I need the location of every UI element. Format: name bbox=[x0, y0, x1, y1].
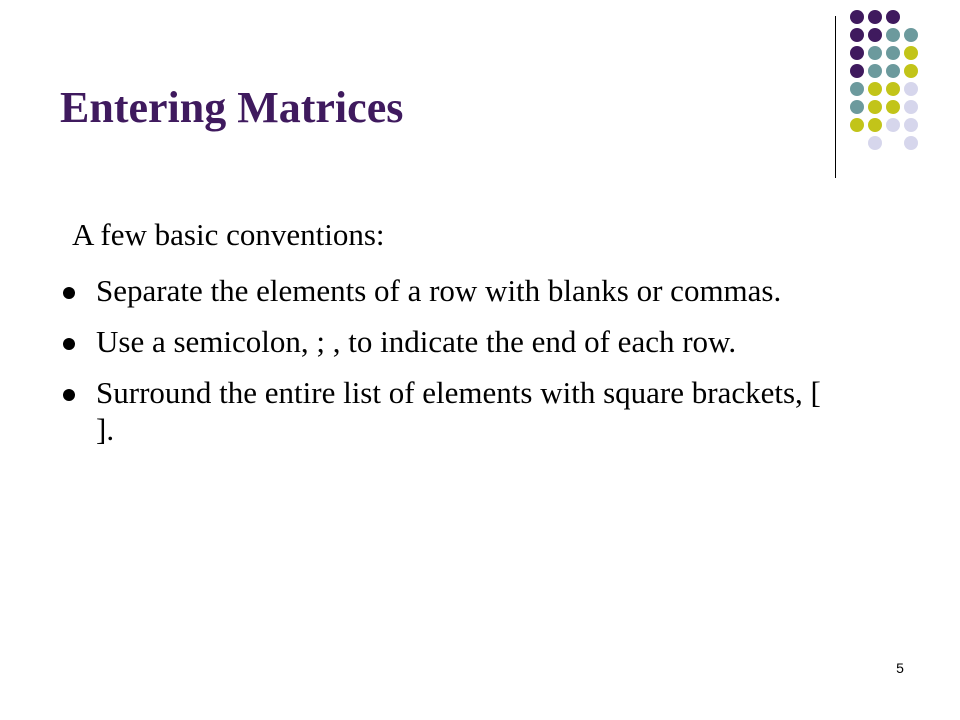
bullet-item bbox=[60, 374, 840, 448]
dot-teal-icon bbox=[868, 64, 882, 78]
dot-lime-icon bbox=[886, 100, 900, 114]
dot-purple-icon bbox=[886, 10, 900, 24]
bullet-item bbox=[60, 323, 840, 360]
dot-purple-icon bbox=[868, 10, 882, 24]
dot-teal-icon bbox=[850, 100, 864, 114]
bullet-text: Surround the entire list of elements with square brackets, [ ]. bbox=[96, 375, 821, 447]
dot-lavender-icon bbox=[904, 136, 918, 150]
dot-teal-icon bbox=[904, 28, 918, 42]
dot-lime-icon bbox=[850, 118, 864, 132]
dot-purple-icon bbox=[868, 28, 882, 42]
bullet-dot-icon bbox=[63, 338, 75, 350]
page-number: 5 bbox=[896, 660, 904, 676]
vertical-divider bbox=[835, 16, 836, 178]
dot-teal-icon bbox=[886, 28, 900, 42]
dot-teal-icon bbox=[886, 64, 900, 78]
bullet-dot-icon bbox=[63, 389, 75, 401]
dot-purple-icon bbox=[850, 46, 864, 60]
dot-lavender-icon bbox=[904, 118, 918, 132]
dot-teal-icon bbox=[886, 46, 900, 60]
dot-lime-icon bbox=[886, 82, 900, 96]
dot-teal-icon bbox=[868, 46, 882, 60]
slide-title: Entering Matrices bbox=[60, 83, 404, 132]
dot-lime-icon bbox=[904, 46, 918, 60]
bullet-dot-icon bbox=[63, 287, 75, 299]
dot-grid-decoration-icon bbox=[850, 10, 950, 160]
dot-lime-icon bbox=[868, 82, 882, 96]
dot-purple-icon bbox=[850, 10, 864, 24]
bullet-item bbox=[60, 272, 840, 309]
dot-teal-icon bbox=[850, 82, 864, 96]
dot-lavender-icon bbox=[904, 100, 918, 114]
dot-lavender-icon bbox=[904, 82, 918, 96]
bullet-list bbox=[60, 272, 840, 462]
dot-lime-icon bbox=[868, 100, 882, 114]
dot-purple-icon bbox=[850, 64, 864, 78]
dot-lime-icon bbox=[904, 64, 918, 78]
bullet-text: Use a semicolon, ; , to indicate the end of each row. bbox=[96, 324, 737, 359]
dot-purple-icon bbox=[850, 28, 864, 42]
dot-lavender-icon bbox=[868, 136, 882, 150]
dot-lime-icon bbox=[868, 118, 882, 132]
bullet-text: Separate the elements of a row with blanks or commas. bbox=[96, 273, 782, 308]
dot-lavender-icon bbox=[886, 118, 900, 132]
intro-text: A few basic conventions: bbox=[72, 217, 385, 252]
